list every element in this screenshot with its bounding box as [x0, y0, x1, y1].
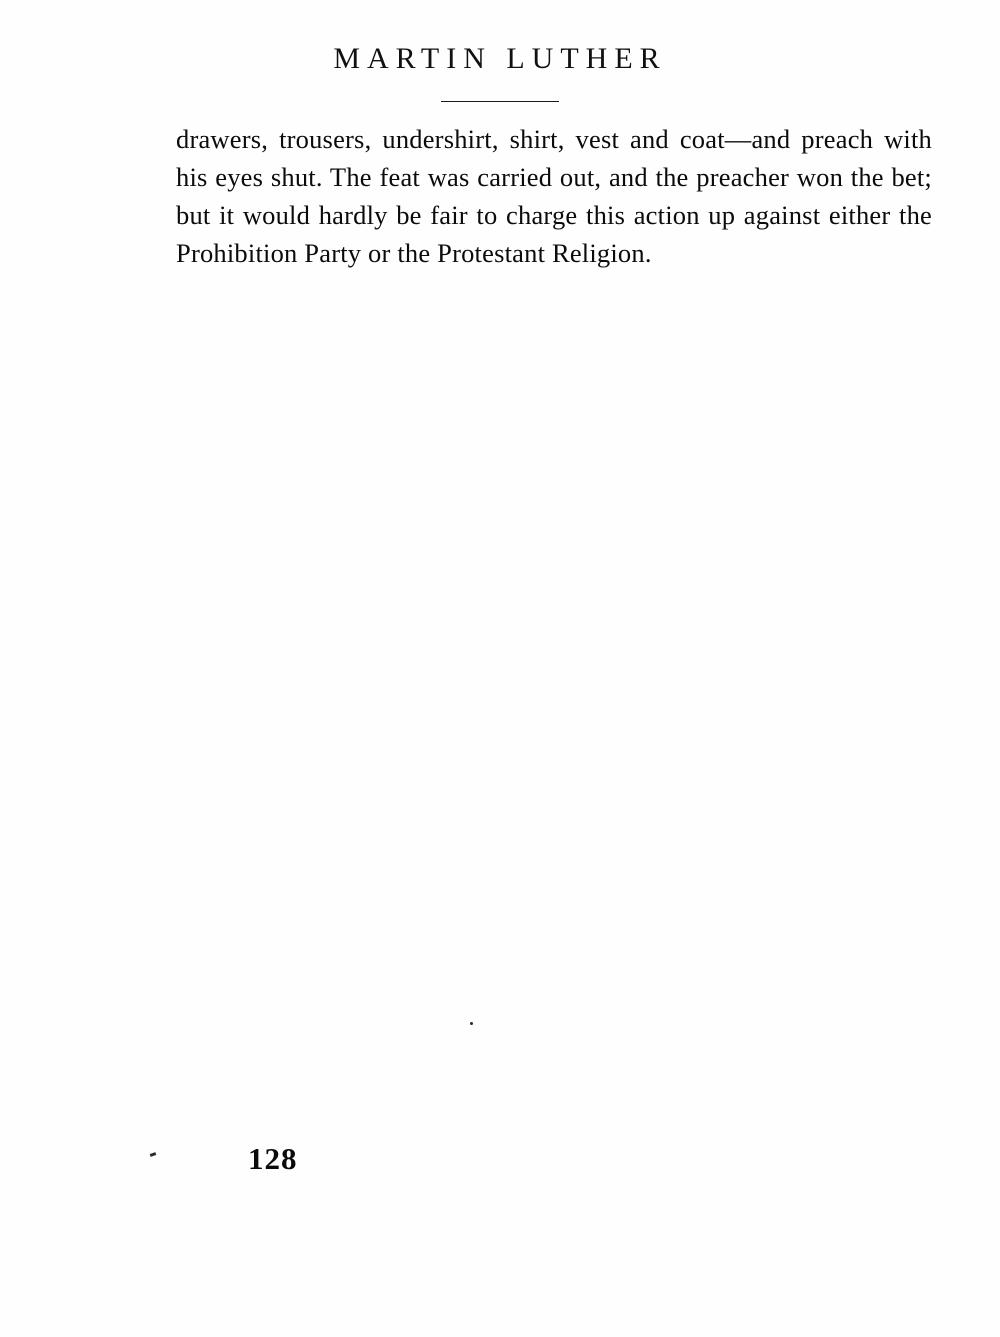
stray-ink-dot [470, 1022, 473, 1025]
body-paragraph: drawers, trousers, undershirt, shirt, vest and coat—and preach with his eyes shut. The feat was carried out, and the preacher won the bet; but it would hardly be fair to charge this action up against either the Prohibition Party or the Protestant Religion. [176, 124, 932, 268]
header-rule-divider [441, 101, 559, 102]
page-running-head: MARTIN LUTHER [333, 42, 667, 75]
body-text-block [176, 120, 932, 272]
stray-ink-mark [150, 1152, 157, 1157]
page-number: 128 [248, 1141, 298, 1176]
